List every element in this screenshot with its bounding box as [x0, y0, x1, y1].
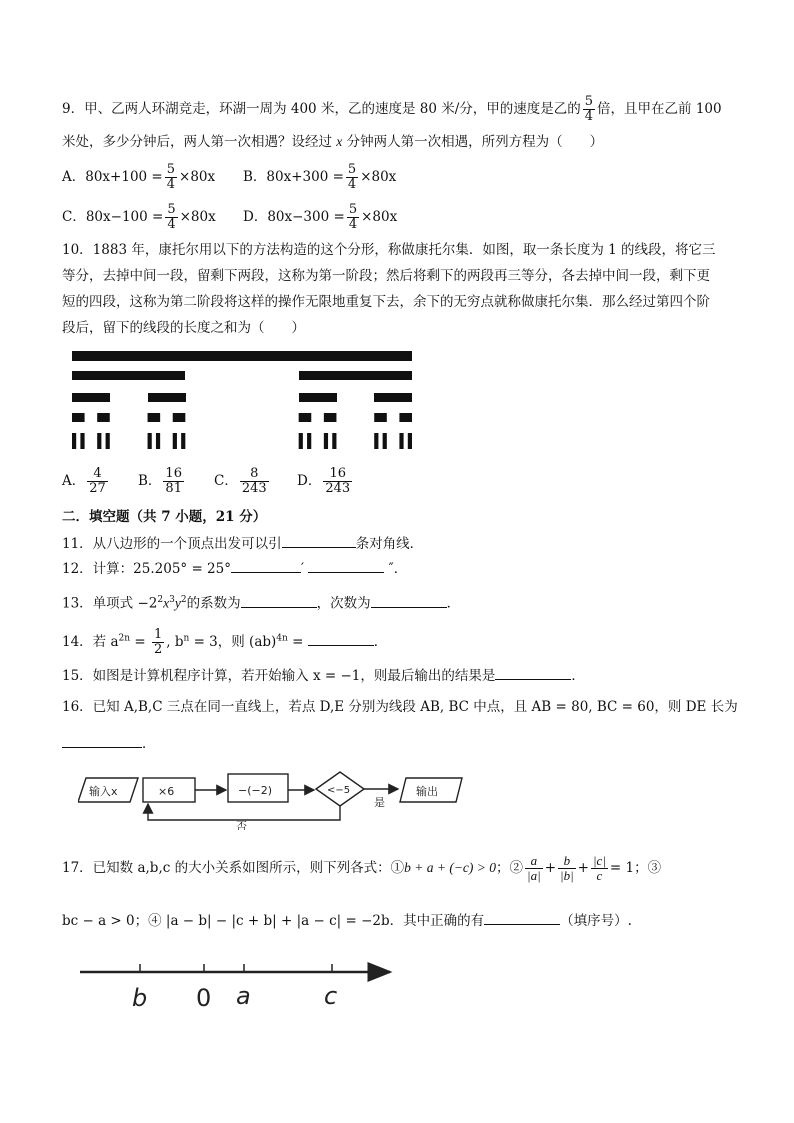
q16-line2: ．: [62, 733, 156, 754]
condition-label: <−5: [327, 785, 351, 796]
q10-line1: 10．1883 年，康托尔用以下的方法构造的这个分形，称做康托尔集．如图，取一条长度为 1 的线段，将它三: [62, 242, 716, 258]
cantor-stage-4: [181, 433, 185, 449]
cantor-stage-4: [399, 433, 403, 449]
answer-blank[interactable]: [495, 665, 571, 680]
cantor-stage-2: [148, 393, 186, 402]
cantor-stage-2: [374, 393, 412, 402]
yes-label: 是: [374, 796, 385, 809]
q10-option-a[interactable]: A． $\frac{4}{27}$: [62, 466, 106, 496]
cantor-stage-3: [97, 413, 110, 422]
label-zero: 0: [196, 984, 212, 1012]
q9-line1: 9．甲、乙两人环湖竞走，环湖一周为 400 米，乙的速度是 80 米/分，甲的速度是乙的 $\frac{5}{4}$ 倍，且甲在乙前 100: [62, 94, 722, 124]
q9-option-c[interactable]: C．80x−100 = $\frac{5}{4}$ ×80x: [62, 202, 216, 232]
cantor-stage-3: [324, 413, 337, 422]
q9-option-a[interactable]: A．80x+100 = $\frac{5}{4}$ ×80x: [62, 162, 216, 192]
q10-line3: 短的四段，这称为第二阶段将这样的操作无限地重复下去，余下的无穷点就称做康托尔集．那么经过第四个阶: [62, 294, 710, 310]
cantor-stage-3: [399, 413, 412, 422]
answer-blank[interactable]: [282, 533, 356, 548]
cantor-stage-1: [72, 371, 185, 380]
q12: 12．计算：25.205° = 25° ′ ″．: [62, 558, 407, 579]
subtract-label: −(−2): [238, 784, 273, 797]
cantor-stage-3: [173, 413, 186, 422]
q14: 14．若 $a^{2n}$ = $\frac{1}{2}$ , $b^n = 3$，则 (ab)$^{4n}$ = ．: [62, 627, 388, 657]
cantor-set-figure: [62, 345, 422, 455]
q9-option-d[interactable]: D．80x−300 = $\frac{5}{4}$ ×80x: [243, 202, 398, 232]
q9-option-b[interactable]: B．80x+300 = $\frac{5}{4}$ ×80x: [243, 162, 397, 192]
label-c: c: [324, 982, 338, 1010]
cantor-stage-3: [148, 413, 161, 422]
output-label: 输出: [416, 785, 438, 798]
q10-option-b[interactable]: B． $\frac{16}{81}$: [138, 466, 182, 496]
q10-line2: 等分，去掉中间一段，留剩下两段，这称为第一阶段；然后将剩下的两段再三等分，各去掉中间一段，剩下更: [62, 268, 710, 284]
cantor-stage-4: [72, 433, 76, 449]
cantor-stage-3: [299, 413, 312, 422]
cantor-stage-4: [299, 433, 303, 449]
cantor-stage-4: [97, 433, 101, 449]
answer-blank-coefficient[interactable]: [241, 593, 317, 608]
cantor-stage-4: [324, 433, 328, 449]
cantor-stage-4: [307, 433, 311, 449]
cantor-stage-4: [332, 433, 336, 449]
answer-blank[interactable]: [308, 631, 374, 646]
cantor-stage-4: [80, 433, 84, 449]
q9-fraction: $\frac{5}{4}$: [584, 94, 594, 124]
answer-blank[interactable]: [62, 733, 142, 748]
cantor-stage-4: [148, 433, 152, 449]
cantor-stage-2: [299, 393, 337, 402]
cantor-stage-4: [156, 433, 160, 449]
answer-blank-seconds[interactable]: [308, 558, 384, 573]
answer-blank-degree[interactable]: [371, 593, 447, 608]
multiply-label: ×6: [158, 785, 175, 798]
q9-line2: 米处，多少分钟后，两人第一次相遇？设经过 x 分钟两人第一次相遇，所列方程为（ ）: [62, 134, 604, 150]
q13: 13．单项式 $-2^2x^3y^2$的系数为 ，次数为 ．: [62, 590, 460, 614]
cantor-stage-2: [72, 393, 110, 402]
answer-blank-minutes[interactable]: [231, 558, 301, 573]
q10-option-d[interactable]: D． $\frac{16}{243}$: [297, 466, 351, 496]
section-heading: 二．填空题（共 7 小题，21 分）: [62, 509, 267, 525]
answer-blank[interactable]: [484, 910, 560, 925]
q17-line1: 17．已知数 a,b,c 的大小关系如图所示，则下列各式：①b + a + (−c) > 0；② $\frac{a}{|a|}$ + $\frac{b}{|b|}$ + $\frac{|c|}{c}$ = 1；③: [62, 853, 662, 883]
program-flowchart: [78, 768, 468, 830]
cantor-stage-4: [383, 433, 387, 449]
cantor-stage-4: [408, 433, 412, 449]
label-b: b: [132, 984, 148, 1012]
q16-line1: 16．已知 A,B,C 三点在同一直线上，若点 D,E 分别为线段 AB, BC 中点，且 AB = 80, BC = 60，则 DE 长为: [62, 699, 738, 715]
cantor-stage-3: [374, 413, 387, 422]
q17-line2: bc − a > 0；④ |a − b| − |c + b| + |a − c| = −2b．其中正确的有 （填序号）.: [62, 910, 632, 931]
q10-option-c[interactable]: C． $\frac{8}{243}$: [214, 466, 267, 496]
q10-line4: 段后，留下的线段的长度之和为（ ）: [62, 320, 305, 336]
no-label: 否: [236, 820, 247, 830]
label-a: a: [236, 982, 251, 1010]
cantor-stage-4: [374, 433, 378, 449]
q11: 11．从八边形的一个顶点出发可以引 条对角线．: [62, 533, 423, 554]
cantor-stage-3: [72, 413, 85, 422]
number-line: [78, 950, 400, 1022]
cantor-stage-0: [72, 351, 412, 361]
q15: 15．如图是计算机程序计算，若开始输入 x = −1，则最后输出的结果是 ．: [62, 665, 585, 686]
input-label: 输入x: [89, 785, 118, 798]
cantor-stage-4: [173, 433, 177, 449]
cantor-stage-1: [299, 371, 412, 380]
cantor-stage-4: [106, 433, 110, 449]
